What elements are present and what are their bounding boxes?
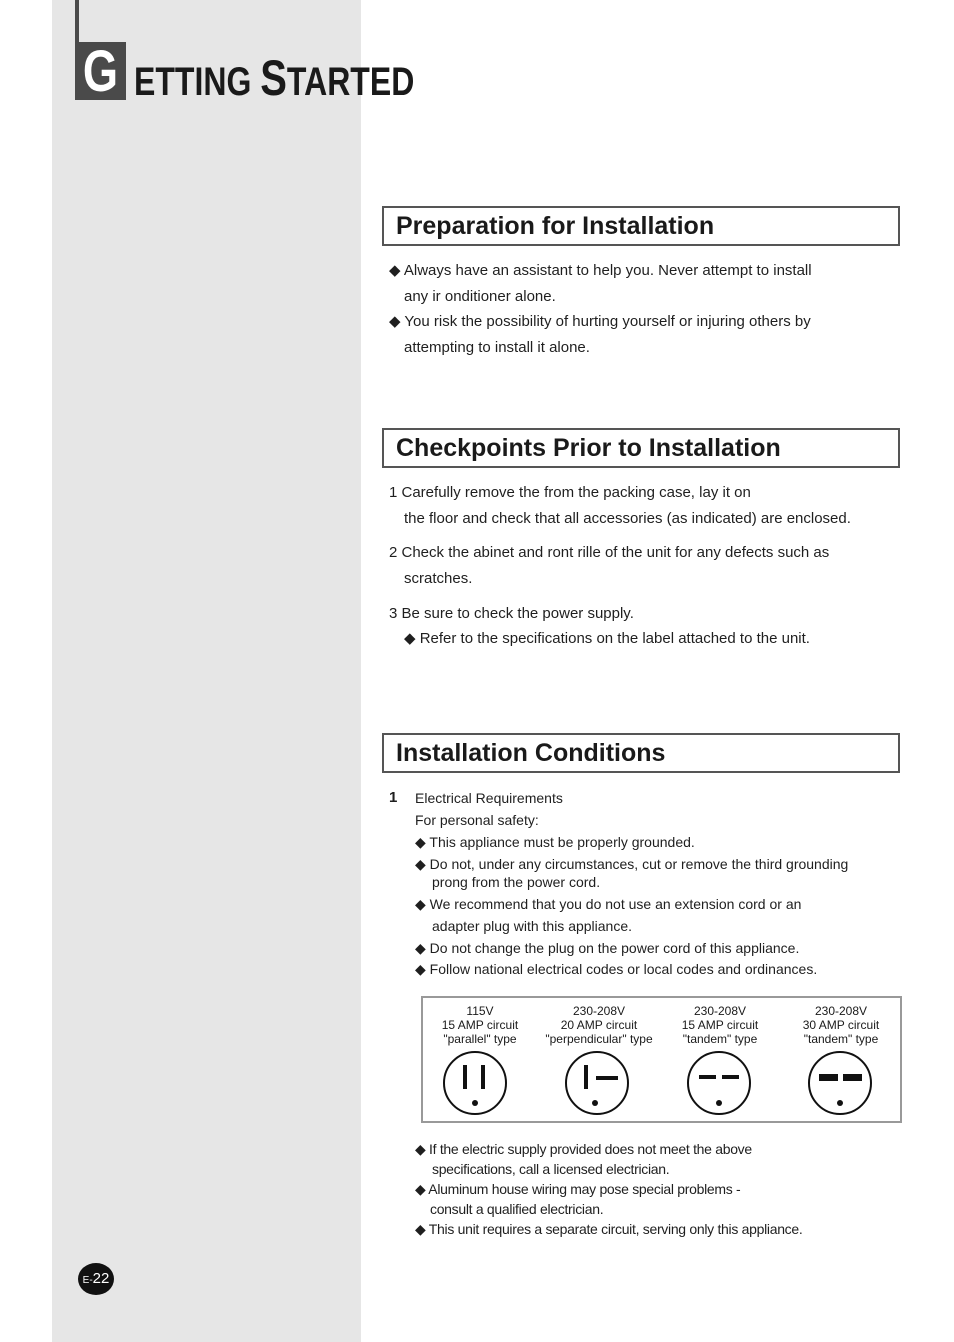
tandem-outlet-icon [807,1050,873,1116]
checkpoint-line-6: ◆ Refer to the specifications on the label attached to the unit. [404,630,810,647]
outlet-column-2 [539,1004,659,1046]
checkpoint-line-3: 2 Check the abinet and ront rille of the unit for any defects such as [389,544,830,561]
safety-bullet-1: ◆ This appliance must be properly grounded. [415,834,695,850]
preparation-line-1: ◆ Always have an assistant to help you. Never attempt to install [389,262,812,279]
page-prefix: E- [82,1275,93,1286]
tandem-outlet-icon [686,1050,752,1116]
section-heading-conditions: Installation Conditions [396,739,666,767]
safety-bullet-2-cont: prong from the power cord. [432,874,601,890]
outlet-circuit: 30 AMP circuit [802,1018,880,1032]
safety-bullet-5: ◆ Follow national electrical codes or local codes and ordinances. [415,961,818,977]
checkpoint-line-5: 3 Be sure to check the power supply. [389,605,634,622]
safety-bullet-3-cont: adapter plug with this appliance. [432,918,633,934]
page-number: 22 [92,1270,110,1287]
item-number: 1 [389,789,398,806]
note-line-1: ◆ If the electric supply provided does not meet the above [415,1141,752,1157]
outlet-voltage: 230-208V [572,1004,626,1018]
section-header-conditions [382,733,900,773]
checkpoint-line-4: scratches. [404,570,473,587]
title-rule [75,0,79,44]
item-title: Electrical Requirements [415,790,563,806]
title-initial: G [82,39,119,104]
note-line-2: specifications, call a licensed electrician. [432,1161,670,1177]
safety-bullet-3: ◆ We recommend that you do not use an extension cord or an [415,896,802,912]
preparation-line-4: attempting to install it alone. [404,339,590,356]
safety-bullet-2: ◆ Do not, under any circumstances, cut or remove the third grounding [415,856,849,872]
section-header-preparation [382,206,900,246]
title-part-2: TARTED [286,60,415,104]
outlet-voltage: 230-208V [693,1004,747,1018]
parallel-outlet-icon [442,1050,508,1116]
outlet-circuit: 15 AMP circuit [681,1018,759,1032]
outlet-type: "tandem" type [682,1032,758,1046]
section-heading-preparation: Preparation for Installation [396,212,715,240]
section-header-checkpoints [382,428,900,468]
section-heading-checkpoints: Checkpoints Prior to Installation [396,434,781,462]
side-panel [52,0,361,1342]
outlet-circuit: 15 AMP circuit [441,1018,519,1032]
note-line-4: consult a qualified electrician. [430,1201,604,1217]
outlet-types-table [421,996,902,1123]
page-title [134,50,414,110]
title-part-1: ETTING [134,60,261,104]
outlet-column-1 [420,1004,540,1046]
note-line-5: ◆ This unit requires a separate circuit, serving only this appliance. [415,1221,803,1237]
outlet-type: "perpendicular" type [545,1032,653,1046]
title-s-capital: S [260,50,287,106]
outlet-voltage: 230-208V [814,1004,868,1018]
preparation-line-2: any ir onditioner alone. [404,288,556,305]
page-number-badge [78,1263,114,1295]
outlet-voltage: 115V [466,1004,494,1018]
note-line-3: ◆ Aluminum house wiring may pose special problems - [415,1181,741,1197]
safety-intro: For personal safety: [415,812,539,828]
outlet-circuit: 20 AMP circuit [560,1018,638,1032]
checkpoint-line-1: 1 Carefully remove the from the packing case, lay it on [389,484,751,501]
outlet-column-4 [781,1004,901,1046]
perpendicular-outlet-icon [564,1050,630,1116]
outlet-column-3 [660,1004,780,1046]
checkpoint-line-2: the floor and check that all accessories (as indicated) are enclosed. [404,510,851,527]
preparation-line-3: ◆ You risk the possibility of hurting yourself or injuring others by [389,313,811,330]
outlet-type: "tandem" type [803,1032,879,1046]
outlet-type: "parallel" type [443,1032,517,1046]
safety-bullet-4: ◆ Do not change the plug on the power cord of this appliance. [415,940,800,956]
